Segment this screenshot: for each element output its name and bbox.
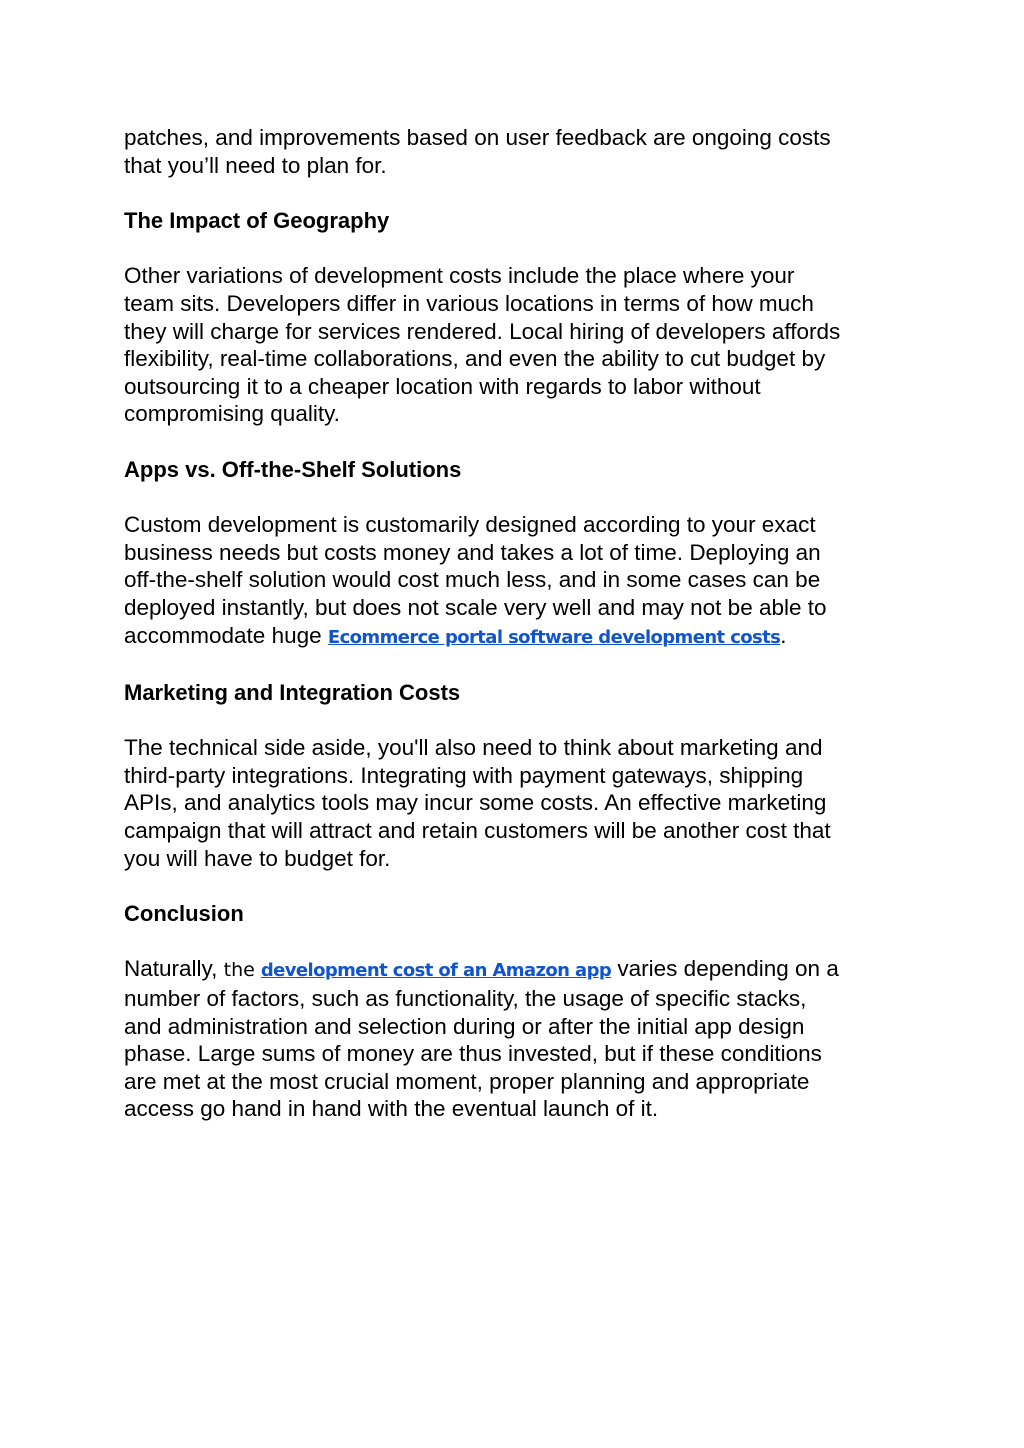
- conclusion-first-line: [124, 955, 904, 985]
- marketing-line: APIs, and analytics tools may incur some costs. An effective marketing: [124, 790, 827, 816]
- apps-last-line: [124, 622, 904, 652]
- geography-paragraph: [124, 262, 904, 428]
- apps-line: deployed instantly, but does not scale very well and may not be able to: [124, 594, 827, 620]
- marketing-line: The technical side aside, you'll also need to think about marketing and: [124, 735, 823, 761]
- marketing-heading: Marketing and Integration Costs: [124, 679, 461, 705]
- conclusion-line: are met at the most crucial moment, proper planning and appropriate: [124, 1068, 810, 1094]
- amazon-app-cost-link[interactable]: development cost of an Amazon app: [260, 960, 612, 982]
- apps-line: business needs but costs money and takes a lot of time. Deploying an: [124, 539, 821, 565]
- geography-line: flexibility, real-time collaborations, and even the ability to cut budget by: [124, 346, 826, 372]
- geography-line: outsourcing it to a cheaper location with regards to labor without: [124, 373, 761, 399]
- apps-paragraph: [124, 511, 904, 651]
- intro-paragraph: [124, 124, 904, 179]
- intro-line: that you’ll need to plan for.: [124, 152, 387, 178]
- conclusion-line: phase. Large sums of money are thus invested, but if these conditions: [124, 1041, 822, 1067]
- conclusion-line: access go hand in hand with the eventual launch of it.: [124, 1096, 659, 1122]
- geography-line: compromising quality.: [124, 401, 340, 427]
- apps-line: off-the-shelf solution would cost much less, and in some cases can be: [124, 567, 821, 593]
- intro-line: patches, and improvements based on user feedback are ongoing costs: [124, 125, 831, 150]
- apps-line: Custom development is customarily designed according to your exact: [124, 512, 816, 538]
- marketing-line: campaign that will attract and retain customers will be another cost that: [124, 818, 831, 844]
- apps-last-line-prefix: accommodate huge: [124, 622, 328, 648]
- apps-last-line-suffix: .: [780, 622, 787, 648]
- marketing-line: you will have to budget for.: [124, 845, 391, 871]
- geography-heading: The Impact of Geography: [124, 207, 390, 233]
- conclusion-line: and administration and selection during or after the initial app design: [124, 1013, 805, 1039]
- conclusion-first-line-prefix: Naturally,: [124, 956, 224, 982]
- conclusion-first-line-the: the: [223, 959, 261, 982]
- conclusion-line: number of factors, such as functionality, the usage of specific stacks,: [124, 986, 807, 1012]
- geography-line: they will charge for services rendered. Local hiring of developers affords: [124, 318, 841, 344]
- apps-heading: Apps vs. Off-the-Shelf Solutions: [124, 456, 462, 482]
- conclusion-heading: Conclusion: [124, 900, 244, 926]
- geography-line: team sits. Developers differ in various locations in terms of how much: [124, 290, 814, 316]
- marketing-paragraph: [124, 734, 904, 872]
- geography-line: Other variations of development costs include the place where your: [124, 263, 795, 289]
- conclusion-first-line-suffix: varies depending on a: [611, 956, 839, 982]
- marketing-line: third-party integrations. Integrating with payment gateways, shipping: [124, 762, 804, 788]
- ecommerce-cost-link[interactable]: Ecommerce portal software development costs: [327, 626, 781, 648]
- document-content: [124, 124, 904, 1123]
- conclusion-paragraph: [124, 955, 904, 1123]
